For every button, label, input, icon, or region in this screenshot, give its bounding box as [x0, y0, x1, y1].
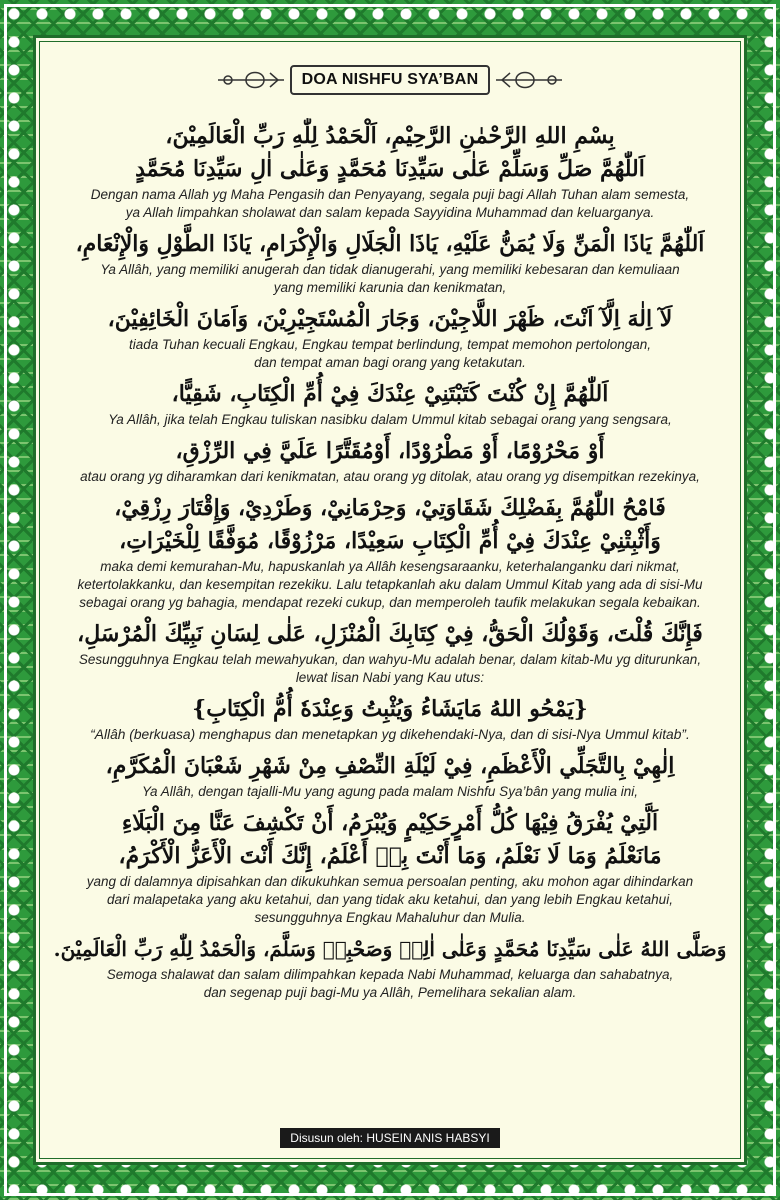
- section-1: [50, 120, 730, 222]
- arabic-line: لَآ اِلٰهَ اِلَّآ اَنْتَ، ظَهْرَ اللَّاجِيْنَ، وَجَارَ الْمُسْتَجِيْرِيْنَ، وَاَمَانَ الْخَائِفِيْنَ،: [107, 306, 673, 332]
- title-banner: [36, 60, 744, 100]
- arabic-line: مَانَعْلَمُ وَمَا لَا نَعْلَمُ، وَمَا أَنْتَ بِهٖ أَعْلَمُ، إِنَّكَ أَنْتَ الْأَعَزُّ الْأَكْرَمُ،: [118, 843, 662, 869]
- translation-line: Ya Allâh, dengan tajalli-Mu yang agung pada malam Nishfu Sya’bân yang mulia ini,: [141, 784, 639, 799]
- arabic-line: اِلٰهِيْ بِالتَّجَلِّي الْأَعْظَمِ، فِيْ لَيْلَةِ النِّصْفِ مِنْ شَهْرِ شَعْبَانَ الْمُكَرَّمِ،: [105, 753, 675, 779]
- translation: [50, 261, 730, 297]
- section-3: [50, 303, 730, 372]
- translation-line: tiada Tuhan kecuali Engkau, Engkau tempat berlindung, tempat memohon pertolongan,: [128, 337, 652, 352]
- author-credit: [36, 1128, 744, 1148]
- translation-line: Dengan nama Allah yg Maha Pengasih dan Penyayang, segala puji bagi Allah Tuhan alam semesta,: [90, 187, 690, 202]
- section-5: [50, 435, 730, 486]
- section-10: [50, 807, 730, 927]
- translation-line: dari malapetaka yang aku ketahui, dan yang tidak aku ketahui, dan yang lebih Engkau ketahui,: [107, 892, 673, 907]
- translation-line: ketertolakkanku, dan kesempitan rezekiku. Lalu tetapkanlah aku dalam Ummul Kitab yang ada di sisi-Mu: [77, 577, 703, 592]
- translation-line: Ya Allâh, yang memiliki anugerah dan tidak dianugerahi, yang memiliki kebesaran dan kemuliaan: [100, 262, 680, 277]
- content-panel: [33, 35, 747, 1165]
- arabic-line: {يَمْحُو اللهُ مَايَشَاءُ وَيُثْبِتُ وَعِنْدَهٗ أُمُّ الْكِتَابِ}: [192, 696, 588, 722]
- page-title: DOA NISHFU SYA’BAN: [290, 65, 491, 95]
- section-4: [50, 378, 730, 429]
- section-7: [50, 618, 730, 687]
- translation: [50, 558, 730, 612]
- translation-line: yang memiliki karunia dan kenikmatan,: [273, 280, 507, 295]
- right-ornament-icon: [494, 67, 564, 93]
- arabic-line: فَامْحُ اللّٰهُمَّ بِفَضْلِكَ شَقَاوَتِيْ، وَحِرْمَانِيْ، وَطَرْدِيْ، وَإِقْتَارَ رِزْقِيْ،: [114, 495, 666, 521]
- translation-line: atau orang yg diharamkan dari kenikmatan, atau orang yg ditolak, atau orang yg disempitkan rezekinya,: [80, 469, 700, 484]
- translation: [50, 411, 730, 429]
- section-11: [50, 933, 730, 1002]
- translation: [50, 336, 730, 372]
- translation-line: sesungguhnya Engkau Mahaluhur dan Mulia.: [254, 910, 526, 925]
- translation-line: Sesungguhnya Engkau telah mewahyukan, dan wahyu-Mu adalah benar, dalam kitab-Mu yg diturunkan,: [78, 652, 702, 667]
- translation-line: lewat lisan Nabi yang Kau utus:: [295, 670, 485, 685]
- arabic-line: بِسْمِ اللهِ الرَّحْمٰنِ الرَّحِيْمِ، اَلْحَمْدُ لِلّٰهِ رَبِّ الْعَالَمِيْنَ،: [165, 123, 615, 149]
- translation: [50, 783, 730, 801]
- translation-line: yang di dalamnya dipisahkan dan dikukuhkan semua persoalan penting, aku mohon agar dihindarkan: [86, 874, 694, 889]
- translation-line: dan tempat aman bagi orang yang ketakutan.: [254, 355, 526, 370]
- translation: [50, 966, 730, 1002]
- arabic-line: وَأَثْبِتْنِيْ عِنْدَكَ فِيْ أُمِّ الْكِتَابِ سَعِيْدًا، مَرْزُوْقًا، مُوَفَّقًا لِلْخَيْرَاتِ،: [119, 528, 661, 554]
- translation-line: dan segenap puji bagi-Mu ya Allâh, Pemelihara sekalian alam.: [203, 985, 577, 1000]
- section-2: [50, 228, 730, 297]
- translation-line: Ya Allâh, jika telah Engkau tuliskan nasibku dalam Ummul kitab sebagai orang yang sengsara,: [108, 412, 672, 427]
- prayer-content: [50, 120, 730, 1008]
- arabic-line: اَللّٰهُمَّ يَاذَا الْمَنِّ وَلَا يُمَنُّ عَلَيْهِ، يَاذَا الْجَلَالِ وَالْإِكْرَامِ، يَاذَا الطَّوْلِ وَالْإِنْعَامِ،: [75, 231, 705, 257]
- arabic-line: فَإِنَّكَ قُلْتَ، وَقَوْلُكَ الْحَقُّ، فِيْ كِتَابِكَ الْمُنْزَلِ، عَلٰى لِسَانِ نَبِيِّكَ الْمُرْسَلِ،: [77, 621, 703, 647]
- arabic-line: اَلَّتِيْ يُفْرَقُ فِيْهَا كُلُّ أَمْرٍحَكِيْمٍ وَيُبْرَمُ، أَنْ تَكْشِفَ عَنَّا مِنَ الْبَلَاءِ: [121, 810, 659, 836]
- translation: [50, 186, 730, 222]
- section-6: [50, 492, 730, 612]
- translation: [50, 873, 730, 927]
- arabic-line: اَللّٰهُمَّ إِنْ كُنْتَ كَتَبْتَنِيْ عِنْدَكَ فِيْ أُمِّ الْكِتَابِ، شَقِيًّا،: [171, 381, 609, 407]
- author-label: Disusun oleh: HUSEIN ANIS HABSYI: [280, 1128, 499, 1148]
- translation-line: ya Allah limpahkan sholawat dan salam kepada Sayyidina Muhammad dan keluarganya.: [125, 205, 655, 220]
- arabic-line: وَصَلَّى اللهُ عَلٰى سَيِّدِنَا مُحَمَّدٍ وَعَلٰى اٰلِهٖ وَصَحْبِهٖ وَسَلَّمَ، وَالْحَمْدُ لِلّٰهِ رَبِّ الْعَالَمِيْنَ.: [53, 937, 727, 961]
- translation-line: “Allâh (berkuasa) menghapus dan menetapkan yg dikehendaki-Nya, dan di sisi-Nya Ummul kitab”.: [90, 727, 690, 742]
- translation-line: maka demi kemurahan-Mu, hapuskanlah ya Allâh kesengsaraanku, keterhalanganku dari nikmat,: [100, 559, 680, 574]
- arabic-line: اَللّٰهُمَّ صَلِّ وَسَلِّمْ عَلٰى سَيِّدِنَا مُحَمَّدٍ وَعَلٰى اٰلِ سَيِّدِنَا مُحَمَّدٍ: [135, 156, 645, 182]
- translation: [50, 468, 730, 486]
- section-8: [50, 693, 730, 744]
- translation-line: sebagai orang yg bahagia, mendapat rezeki cukup, dan memperoleh taufik melakukan segala kebaikan.: [79, 595, 701, 610]
- translation: [50, 726, 730, 744]
- section-9: [50, 750, 730, 801]
- translation-line: Semoga shalawat dan salam dilimpahkan kepada Nabi Muhammad, keluarga dan sahabatnya,: [106, 967, 674, 982]
- left-ornament-icon: [216, 67, 286, 93]
- translation: [50, 651, 730, 687]
- arabic-line: أَوْ مَحْرُوْمًا، أَوْ مَطْرُوْدًا، أَوْمُقَتَّرًا عَلَيَّ فِي الرِّزْقِ،: [175, 438, 605, 464]
